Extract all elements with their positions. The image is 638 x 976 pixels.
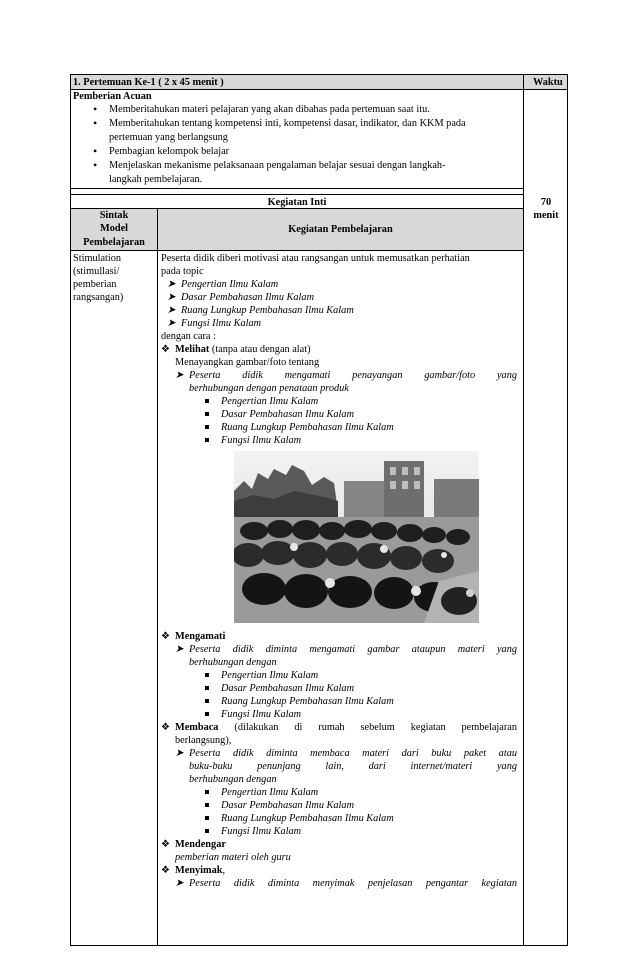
melihat-topic: Dasar Pembahasan Ilmu Kalam: [161, 408, 517, 421]
prayer-photo-image: [234, 451, 479, 623]
lesson-plan-table: [70, 74, 568, 946]
topic-item: ➤ Dasar Pembahasan Ilmu Kalam: [167, 292, 314, 303]
diamond-bullet-icon: ❖: [161, 722, 170, 733]
sintak-header-2: Model: [99, 223, 129, 234]
acuan-item: • Pembagian kelompok belajar: [71, 145, 523, 159]
square-bullet-icon: [205, 829, 209, 833]
kegiatan-body-lower: [161, 630, 517, 890]
menyimak-sub: ➤ Peserta didik diminta menyimak penjelasan pengantar kegiatan: [175, 878, 517, 889]
square-bullet-icon: [205, 425, 209, 429]
square-bullet-icon: [205, 673, 209, 677]
acuan-item: • Menjelaskan mekanisme pelaksanaan pengalaman belajar sesuai dengan langkah-: [71, 159, 523, 173]
section-divider-inner: [71, 194, 523, 195]
kegiatan-header: Kegiatan Pembelajaran: [288, 224, 393, 235]
inti-time-value: 70: [540, 197, 552, 208]
membaca-sub-cont: buku-buku penunjang lain, dari internet/materi yang: [189, 761, 517, 772]
melihat-sub-cont: berhubungan dengan penataan produk: [189, 383, 349, 394]
membaca-sub: ➤ Peserta didik diminta membaca materi dari buku paket atau: [175, 748, 517, 759]
diamond-bullet-icon: ❖: [161, 865, 170, 876]
inti-title: Kegiatan Inti: [267, 197, 327, 208]
arrow-bullet-icon: ➤: [167, 279, 176, 290]
arrow-bullet-icon: ➤: [167, 292, 176, 303]
header-waktu: Waktu: [533, 77, 563, 88]
header-title: 1. Pertemuan Ke-1 ( 2 x 45 menit ): [73, 77, 224, 88]
melihat-topic: Fungsi Ilmu Kalam: [161, 434, 517, 447]
acuan-item-cont: langkah pembelajaran.: [109, 174, 203, 185]
intro-line-1: Peserta didik diberi motivasi atau rangsangan untuk memusatkan perhatian: [161, 253, 470, 264]
dengan-cara: dengan cara :: [161, 331, 216, 342]
prayer-photo: [234, 451, 479, 623]
mengamati-topic: Ruang Lungkup Pembahasan Ilmu Kalam: [161, 695, 517, 708]
section-divider: [71, 188, 523, 189]
membaca-topic: Dasar Pembahasan Ilmu Kalam: [161, 799, 517, 812]
melihat-topic: Ruang Lungkup Pembahasan Ilmu Kalam: [161, 421, 517, 434]
sintak-column-divider: [157, 208, 158, 945]
kegiatan-body: [161, 252, 517, 447]
melihat-topic: Pengertian Ilmu Kalam: [161, 395, 517, 408]
mengamati-sub: ➤ Peserta didik diminta mengamati gambar ataupun materi yang: [175, 644, 517, 655]
diamond-bullet-icon: ❖: [161, 631, 170, 642]
arrow-bullet-icon: ➤: [175, 878, 184, 889]
melihat-sub: ➤ Peserta didik mengamati penayangan gambar/foto yang: [175, 370, 517, 381]
topic-item: ➤ Ruang Lungkup Pembahasan Ilmu Kalam: [167, 305, 354, 316]
inti-time-unit: menit: [533, 210, 559, 221]
membaca-line-2: berlangsung),: [175, 735, 232, 746]
acuan-item-cont: pertemuan yang berlangsung: [109, 132, 228, 143]
menyimak-line: ❖ Menyimak,: [161, 865, 226, 876]
mengamati-line: ❖ Mengamati: [161, 631, 226, 642]
inner-table-header-bottom: [71, 250, 523, 251]
mengamati-sub-cont: berhubungan dengan: [189, 657, 277, 668]
intro-line-2: pada topic: [161, 266, 204, 277]
arrow-bullet-icon: ➤: [167, 305, 176, 316]
square-bullet-icon: [205, 712, 209, 716]
mengamati-topic: Fungsi Ilmu Kalam: [161, 708, 517, 721]
diamond-bullet-icon: ❖: [161, 839, 170, 850]
membaca-topic: Ruang Lungkup Pembahasan Ilmu Kalam: [161, 812, 517, 825]
membaca-sub-cont-2: berhubungan dengan: [189, 774, 277, 785]
acuan-title: Pemberian Acuan: [73, 91, 152, 102]
square-bullet-icon: [205, 438, 209, 442]
mengamati-topic: Dasar Pembahasan Ilmu Kalam: [161, 682, 517, 695]
square-bullet-icon: [205, 790, 209, 794]
topic-item: ➤ Pengertian Ilmu Kalam: [167, 279, 279, 290]
melihat-line: ❖ Melihat (tanpa atau dengan alat): [161, 344, 311, 355]
membaca-topic: Fungsi Ilmu Kalam: [161, 825, 517, 838]
acuan-item: • Memberitahukan materi pelajaran yang akan dibahas pada pertemuan saat itu.: [71, 103, 523, 117]
square-bullet-icon: [205, 399, 209, 403]
menayangkan-line: Menayangkan gambar/foto tentang: [175, 357, 320, 368]
arrow-bullet-icon: ➤: [167, 318, 176, 329]
square-bullet-icon: [205, 699, 209, 703]
square-bullet-icon: [205, 412, 209, 416]
topic-item: ➤ Fungsi Ilmu Kalam: [167, 318, 262, 329]
membaca-line: ❖ Membaca (dilakukan di rumah sebelum kegiatan pembelajaran: [161, 722, 517, 733]
square-bullet-icon: [205, 686, 209, 690]
arrow-bullet-icon: ➤: [175, 370, 184, 381]
sintak-header-1: Sintak: [99, 210, 129, 221]
mendengar-line: ❖ Mendengar: [161, 839, 226, 850]
arrow-bullet-icon: ➤: [175, 644, 184, 655]
arrow-bullet-icon: ➤: [175, 748, 184, 759]
sintak-stimulation: Stimulation (stimullasi/ pemberian rangsangan): [73, 253, 124, 303]
mengamati-topic: Pengertian Ilmu Kalam: [161, 669, 517, 682]
acuan-list: [71, 103, 523, 187]
membaca-topic: Pengertian Ilmu Kalam: [161, 786, 517, 799]
diamond-bullet-icon: ❖: [161, 344, 170, 355]
square-bullet-icon: [205, 816, 209, 820]
acuan-item: • Memberitahukan tentang kompetensi inti, kompetensi dasar, indikator, dan KKM pada: [71, 117, 523, 131]
sintak-header-3: Pembelajaran: [83, 237, 145, 248]
square-bullet-icon: [205, 803, 209, 807]
mendengar-sub: pemberian materi oleh guru: [175, 852, 291, 863]
